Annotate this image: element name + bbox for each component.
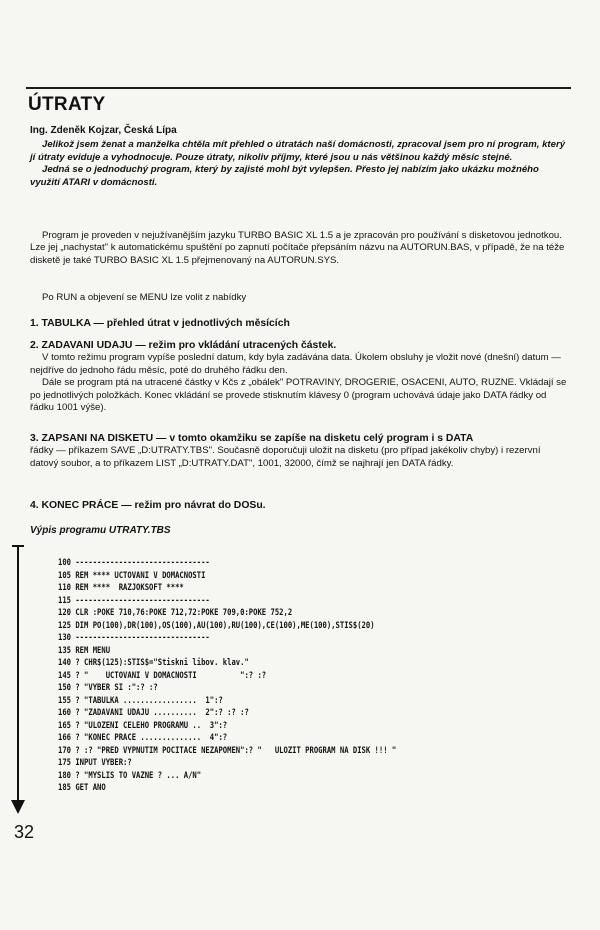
- code-line: 165 ? "ULOZENI CELEHO PROGRAMU .. 3":?: [58, 719, 228, 730]
- code-line: 125 DIM PO(100),DR(100),OS(100),AU(100),RU(100),CE(100),ME(100),STIS$(20): [58, 619, 375, 630]
- article-title: ÚTRATY: [28, 94, 106, 115]
- menu-item-3: [30, 433, 570, 470]
- code-line: 150 ? "VYBER SI :":? :?: [58, 682, 158, 692]
- listing-title: Výpis programu UTRATY.TBS: [30, 525, 171, 536]
- code-line: 100 -------------------------------: [58, 557, 210, 567]
- page-number: 32: [14, 822, 35, 842]
- code-line: 180 ? "MYSLIS TO VAZNE ? ... A/N": [58, 769, 202, 780]
- code-line: 185 GET ANO: [58, 782, 106, 792]
- code-line: 170 ? :? "PRED VYPNUTIM POCITACE NEZAPOMEN":? " ULOZIT PROGRAM NA DISK !!! ": [58, 744, 397, 755]
- body-paragraph-block: [30, 292, 570, 304]
- intro-paragraph: Jelikož jsem ženat a manželka chtěla mít přehled o útratách naší domácnosti, zpracoval jsem pro ní program, který jí útraty eviduje a vyhodnocuje. Pouze útraty, nikoliv příjmy, které jsou u nás většinou každý měsíc stejné.: [30, 139, 566, 163]
- listing-arrow-line: [17, 547, 19, 802]
- code-line: 175 INPUT VYBER:?: [58, 757, 132, 767]
- code-line: 160 ? "ZADAVANI UDAJU .......... 2":? :? :?: [58, 707, 249, 717]
- body-paragraph: Po RUN a objevení se MENU lze volit z nabídky: [42, 292, 247, 303]
- menu-item-heading: 4. KONEC PRÁCE — režim pro návrat do DOSu.: [30, 500, 266, 511]
- menu-item-text: Dále se program ptá na utracené částky v Kčs z „obálek" POTRAVINY, DROGERIE, OSACENI, AUTO, RUZNE. Vkládají se po jednotlivých položkách. Konec vkládání se provede stisknutím klávesy 0 (program uchovává údaje jako DATA řádky od řádku 1001 výše).: [30, 377, 567, 414]
- menu-item-text: V tomto režimu program vypíše poslední datum, kdy byla zadávána data. Úkolem obsluhy je vložit nové (dnešní) datum — nejdříve do jednoho řádu měsíc, poté do druhého řádku den.: [30, 352, 561, 376]
- menu-item-4: [30, 500, 570, 512]
- article-author: Ing. Zdeněk Kojzar, Česká Lípa: [30, 125, 177, 136]
- menu-item-heading: 2. ZADAVANI UDAJU — režim pro vkládání utracených částek.: [30, 340, 337, 351]
- menu-item-heading: 1. TABULKA — přehled útrat v jednotlivých měsících: [30, 318, 290, 329]
- intro-paragraph: Jedná se o jednoduchý program, který by zajisté mohl být vylepšen. Přesto jej nabízím jako ukázku možného využití ATARI v domácnosti.: [30, 164, 539, 188]
- code-listing: [58, 556, 396, 794]
- code-line: 130 -------------------------------: [58, 632, 210, 642]
- menu-item-heading: 3. ZAPSANI NA DISKETU — v tomto okamžiku se zapíše na disketu celý program i s DATA: [30, 433, 474, 444]
- code-line: 135 REM MENU: [58, 644, 111, 655]
- menu-item-2: [30, 340, 570, 414]
- body-paragraph-block: [30, 230, 570, 267]
- article-intro: [30, 139, 570, 189]
- menu-item-text: řádky — příkazem SAVE „D:UTRATY.TBS". Současně doporučuji uložit na disketu (pro případ jakékoliv chyby) i rezervní datový soubor, a to příkazem LIST „D:UTRATY.DAT", 1001, 32000, čímž se najhrají jen DATA řádky.: [30, 445, 541, 469]
- code-line: 145 ? " UCTOVANI V DOMACNOSTI ":? :?: [58, 669, 267, 680]
- code-line: 166 ? "KONEC PRACE .............. 4":?: [58, 732, 228, 742]
- code-line: 155 ? "TABULKA ................. 1":?: [58, 694, 223, 705]
- code-line: 110 REM **** RAZJOKSOFT ****: [58, 582, 184, 592]
- code-line: 105 REM **** UCTOVANI V DOMACNOSTI: [58, 569, 206, 580]
- body-paragraph: Program je proveden v nejužívanějším jazyku TURBO BASIC XL 1.5 a je zpracován pro používání s disketovou jednotkou. Lze jej „nachystat" k automatickému spuštění po zapnutí počítače přepsáním názvu na AUTORUN.BAS, v případě, že na téže disketě je také TURBO BASIC XL 1.5 přejmenovaný na AUTORUN.SYS.: [30, 230, 565, 266]
- code-line: 120 CLR :POKE 710,76:POKE 712,72:POKE 709,0:POKE 752,2: [58, 607, 293, 617]
- code-line: 115 -------------------------------: [58, 594, 210, 605]
- listing-arrow-head-icon: [11, 800, 25, 814]
- menu-item-1: [30, 318, 570, 330]
- code-line: 140 ? CHR$(125):STIS$="Stiskni libov. klav.": [58, 657, 249, 667]
- top-rule: [26, 87, 571, 89]
